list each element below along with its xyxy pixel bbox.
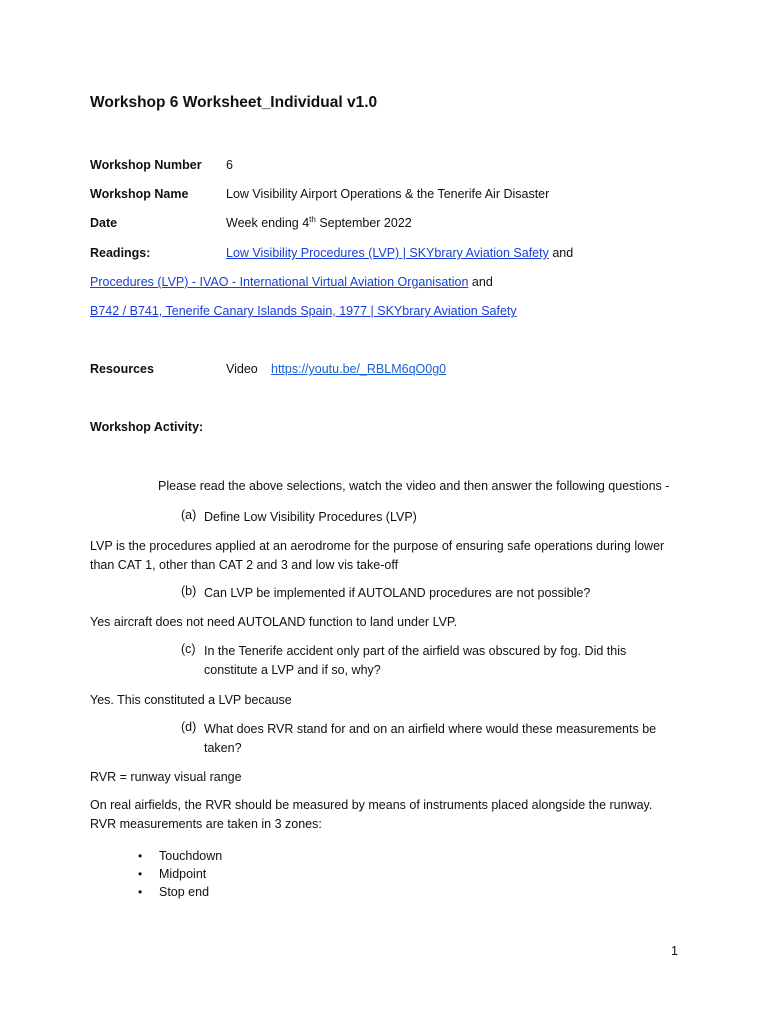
question-c-letter: (c) [181, 642, 196, 656]
question-a-text: Define Low Visibility Procedures (LVP) [204, 510, 417, 524]
bullet-icon: • [138, 885, 143, 899]
date-ordinal: th [309, 214, 316, 224]
rvr-paragraph: On real airfields, the RVR should be measured by means of instruments placed alongside the runway. RVR measurements are taken in 3 zones: [90, 798, 653, 831]
reading-link-skybrary-lvp[interactable]: Low Visibility Procedures (LVP) | SKYbrary Aviation Safety [226, 246, 549, 260]
resources-video-link[interactable]: https://youtu.be/_RBLM6qO0g0 [271, 362, 447, 376]
date-prefix: Week ending 4 [226, 216, 310, 230]
date-suffix: September 2022 [315, 216, 412, 230]
question-b-text: Can LVP be implemented if AUTOLAND procedures are not possible? [204, 586, 591, 600]
reading-link-skybrary-tenerife[interactable]: B742 / B741, Tenerife Canary Islands Spain, 1977 | SKYbrary Aviation Safety [90, 304, 517, 318]
zone-midpoint: Midpoint [159, 867, 207, 881]
readings-line-3 [90, 304, 517, 318]
workshop-number-label: Workshop Number [90, 158, 202, 172]
readings-line-2 [90, 275, 493, 289]
workshop-number-value: 6 [226, 158, 233, 172]
resources-video-label: Video [226, 362, 258, 376]
bullet-icon: • [138, 849, 143, 863]
workshop-activity-heading: Workshop Activity: [90, 420, 204, 434]
question-d-letter: (d) [181, 720, 197, 734]
readings-line-1 [226, 246, 573, 260]
answer-b: Yes aircraft does not need AUTOLAND function to land under LVP. [90, 615, 458, 629]
reading-and-1: and [548, 246, 574, 260]
zone-touchdown: Touchdown [159, 849, 223, 863]
workshop-name-value: Low Visibility Airport Operations & the Tenerife Air Disaster [226, 187, 550, 201]
question-b-letter: (b) [181, 584, 197, 598]
answer-a: LVP is the procedures applied at an aerodrome for the purpose of ensuring safe operations during lower than CAT 1, other than CAT 2 and 3 and low vis take-off [90, 539, 665, 572]
resources-label: Resources [90, 362, 154, 376]
reading-link-ivao-lvp[interactable]: Procedures (LVP) - IVAO - International Virtual Aviation Organisation [90, 275, 469, 289]
answer-d: RVR = runway visual range [90, 770, 242, 784]
workshop-name-label: Workshop Name [90, 187, 189, 201]
bullet-icon: • [138, 867, 143, 881]
date-label: Date [90, 216, 118, 230]
question-c-text: In the Tenerife accident only part of the airfield was obscured by fog. Did this constitute a LVP and if so, why? [204, 644, 627, 677]
document-title: Workshop 6 Worksheet_Individual v1.0 [90, 94, 378, 111]
question-d-text: What does RVR stand for and on an airfield where would these measurements be taken? [204, 722, 657, 755]
date-value [226, 216, 412, 230]
answer-c: Yes. This constituted a LVP because [90, 693, 292, 707]
question-a-letter: (a) [181, 508, 197, 522]
activity-instruction: Please read the above selections, watch the video and then answer the following questions - [158, 479, 670, 493]
readings-label: Readings: [90, 246, 151, 260]
zone-stop-end: Stop end [159, 885, 210, 899]
reading-and-2: and [468, 275, 493, 289]
page-number: 1 [671, 944, 678, 958]
